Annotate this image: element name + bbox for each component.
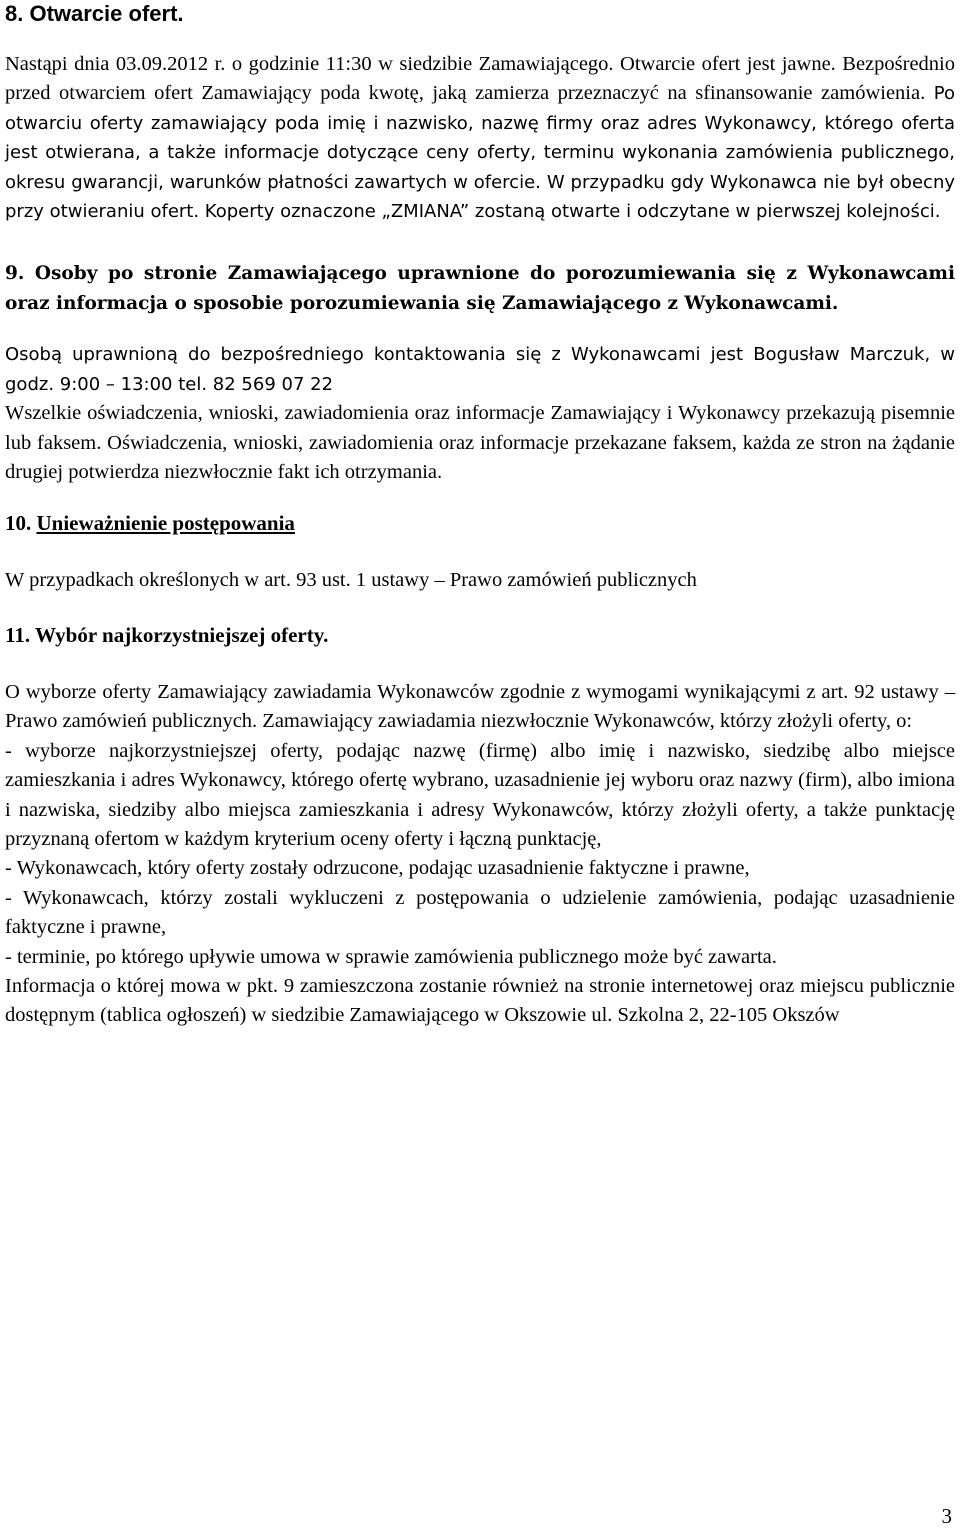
section-8-paragraph [5,50,955,226]
section-11-item-excluded: - Wykonawcach, którzy zostali wykluczeni z postępowania o udzielenie zamówienia, podając uzasadnienie faktyczne i prawne, [5,886,955,939]
section-11-body [5,678,955,1031]
section-8-text-part2: Po otwarciu oferty zamawiający poda imię i nazwisko, nazwę firmy oraz adres Wykonawcy, którego oferta jest otwierana, a także informacje dotyczące ceny oferty, terminu wykonania zamówienia publicznego, okresu gwarancji, warunków płatności zawartych w ofercie. W przypadku gdy Wykonawca nie był obecny przy otwieraniu ofert. Koperty oznaczone „ZMIANA” zostaną otwarte i odczytane w pierwszej kolejności. [5,83,955,223]
section-9-communication: Wszelkie oświadczenia, wnioski, zawiadomienia oraz informacje Zamawiający i Wykonawcy przekazują pisemnie lub faksem. Oświadczenia, wnioski, zawiadomienia oraz informacje przekazane faksem, każda ze stron na żądanie drugiej potwierdza niezwłocznie fakt ich otrzymania. [5,402,955,484]
page-number: 3 [941,1504,952,1528]
section-11-item-term: - terminie, po którego upływie umowa w sprawie zamówienia publicznego może być zawarta. [5,945,777,968]
section-8-text-part1: Nastąpi dnia 03.09.2012 r. o godzinie 11:30 w siedzibie Zamawiającego. Otwarcie ofert jest jawne. Bezpośrednio przed otwarciem ofert Zamawiający poda kwotę, jaką zamierza przeznaczyć na sfinansowanie zamówienia. [5,53,955,105]
section-10-title: Unieważnienie postępowania [36,511,295,536]
section-11-heading: 11. Wybór najkorzystniejszej oferty. [5,622,329,647]
document-page [5,0,955,1031]
section-10-heading [5,509,955,538]
section-11-item-rejected: - Wykonawcach, który oferty zostały odrzucone, podając uzasadnienie faktyczne i prawne, [5,857,750,880]
section-8-heading: 8. Otwarcie ofert. [5,1,184,26]
section-11-item-best-offer: - wyborze najkorzystniejszej oferty, podając nazwę (firmę) albo imię i nazwisko, siedzibę albo miejsce zamieszkania i adres Wykonawcy, którego ofertę wybrano, uzasadnienie jej wyboru oraz nazwy (firm), albo imiona i nazwiska, siedziby albo miejsca zamieszkania i adresy Wykonawców, którzy złożyli oferty, a także punktację przyznaną ofertom w każdym kryterium oceny oferty i łączną punktację, [5,739,955,850]
section-11-publication: Informacja o której mowa w pkt. 9 zamieszczona zostanie również na stronie internetowej oraz miejscu publicznie dostępnym (tablica ogłoszeń) w siedzibie Zamawiającego w Okszowie ul. Szkolna 2, 22-105 Okszów [5,974,955,1027]
section-9-contact: Osobą uprawnioną do bezpośredniego kontaktowania się z Wykonawcami jest Bogusław Marczuk, w godz. 9:00 – 13:00 tel. 82 569 07 22 [5,344,955,395]
section-10-body: W przypadkach określonych w art. 93 ust. 1 ustawy – Prawo zamówień publicznych [5,569,697,592]
section-9-heading: 9. Osoby po stronie Zamawiającego uprawnione do porozumiewania się z Wykonawcami oraz informacja o sposobie porozumiewania się Zamawiającego z Wykonawcami. [5,263,955,314]
section-10-number: 10. [5,511,37,536]
section-11-intro: O wyborze oferty Zamawiający zawiadamia Wykonawców zgodnie z wymogami wynikającymi z art. 92 ustawy – Prawo zamówień publicznych. Zamawiający zawiadamia niezwłocznie Wykonawców, którzy złożyli oferty, o: [5,680,955,733]
